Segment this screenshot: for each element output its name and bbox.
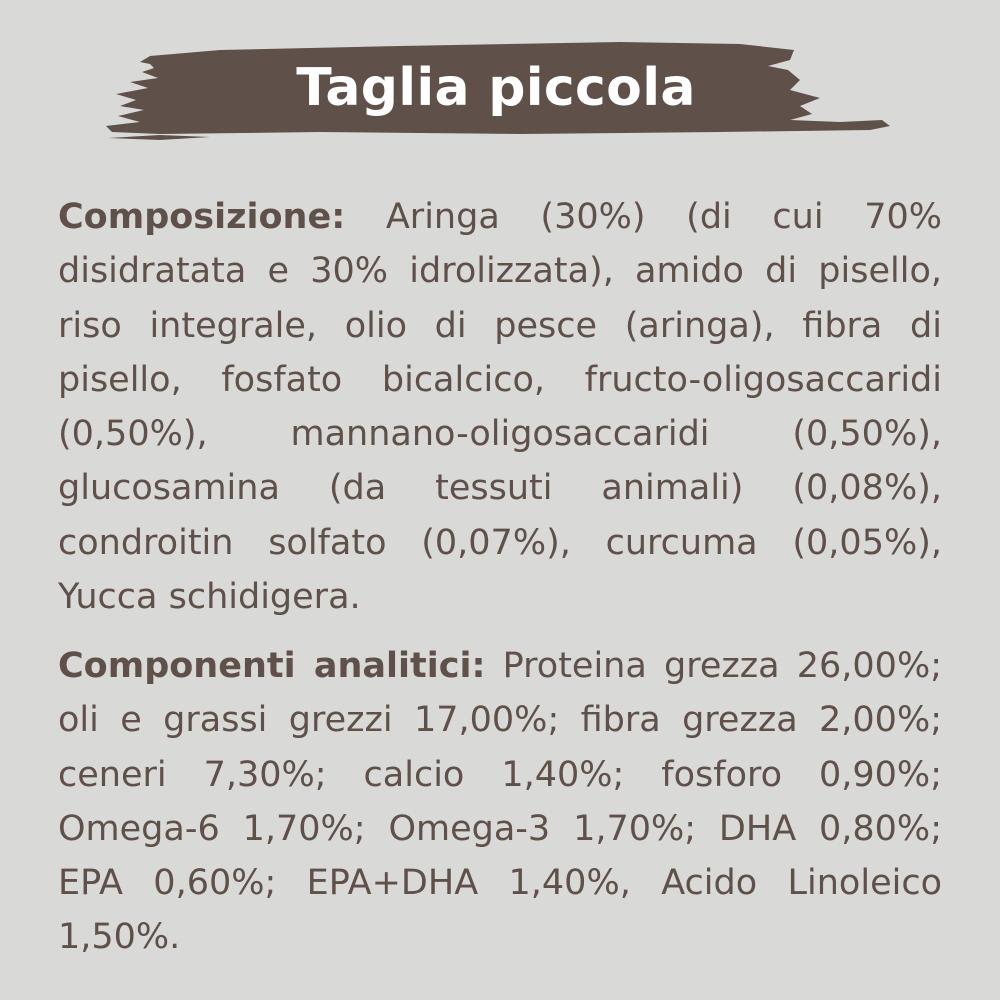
composition-text: Aringa (30%) (di cui 70% disidratata e 30% idrolizzata), amido di pisello, riso integrale, olio di pesce (aringa), fibra di pisello, fosfato bicalcico, fructo-oligosaccaridi (0,50%), mannano-oligosaccaridi (0,50%), glucosamina (da tessuti animali) (0,08%), condroitin solfato (0,07%), curcuma (0,05%), Yucca schidigera. bbox=[58, 197, 942, 618]
page-title: Taglia piccola bbox=[296, 58, 696, 118]
analytical-components-label: Componenti analitici: bbox=[58, 646, 486, 686]
analytical-components-text: Proteina grezza 26,00%; oli e grassi grezzi 17,00%; fibra grezza 2,00%; ceneri 7,30%; calcio 1,40%; fosforo 0,90%; Omega-6 1,70%; Omega-3 1,70%; DHA 0,80%; EPA 0,60%; EPA+DHA 1,40%, Acido Linoleico 1,50%. bbox=[58, 646, 942, 958]
composition-label: Composizione: bbox=[58, 197, 346, 237]
analytical-components-paragraph bbox=[58, 639, 942, 965]
composition-paragraph bbox=[58, 190, 942, 624]
title-banner bbox=[100, 36, 892, 140]
